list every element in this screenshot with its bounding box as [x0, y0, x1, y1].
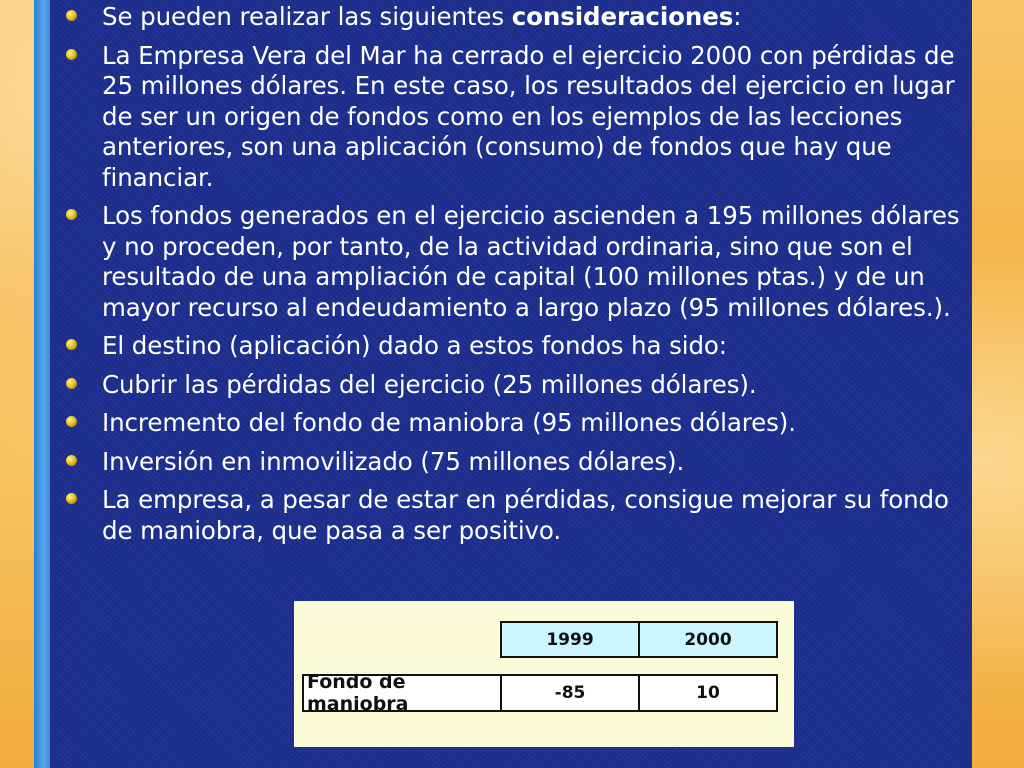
bullet-text-prefix: Se pueden realizar las siguientes — [102, 2, 512, 31]
table-header-2000: 2000 — [638, 621, 778, 658]
list-item — [50, 370, 960, 401]
bullet-dot-icon — [66, 209, 77, 220]
list-item — [50, 408, 960, 439]
left-accent-strip — [34, 0, 50, 768]
bullet-dot-icon — [66, 455, 77, 466]
table-header-1999: 1999 — [500, 621, 640, 658]
list-item — [50, 201, 960, 323]
table-cell-1999: -85 — [500, 674, 640, 712]
table-row-label: Fondo de maniobra — [302, 674, 502, 712]
working-capital-table — [294, 601, 794, 747]
bullet-dot-icon — [66, 493, 77, 504]
table-cell-2000: 10 — [638, 674, 778, 712]
bullet-dot-icon — [66, 378, 77, 389]
bullet-text: Cubrir las pérdidas del ejercicio (25 millones dólares). — [102, 369, 757, 399]
bullet-list — [50, 2, 960, 554]
bullet-text: La Empresa Vera del Mar ha cerrado el ejercicio 2000 con pérdidas de 25 millones dólares. En este caso, los resultados del ejercicio en lugar de ser un origen de fondos como en los ejemplos de las lecciones anteriores, son una aplicación (consumo) de fondos que hay que financiar. — [102, 40, 955, 192]
bullet-text: El destino (aplicación) dado a estos fondos ha sido: — [102, 331, 727, 360]
bullet-dot-icon — [66, 49, 77, 60]
bullet-dot-icon — [66, 416, 77, 427]
list-item — [50, 331, 960, 362]
list-item — [50, 2, 960, 33]
list-item — [50, 485, 960, 546]
list-item — [50, 447, 960, 478]
bullet-dot-icon — [66, 339, 77, 350]
bullet-text: La empresa, a pesar de estar en pérdidas, consigue mejorar su fondo de maniobra, que pasa a ser positivo. — [102, 485, 949, 545]
list-item — [50, 41, 960, 194]
bullet-text-strong: consideraciones — [511, 2, 734, 31]
bullet-dot-icon — [66, 10, 77, 21]
bullet-text: Los fondos generados en el ejercicio ascienden a 195 millones dólares y no proceden, por tanto, de la actividad ordinaria, sino que son el resultado de una ampliación de capital (100 millones ptas.) y de un mayor recurso al endeudamiento a largo plazo (95 millones dólares.). — [102, 201, 960, 322]
bullet-text: Incremento del fondo de maniobra (95 millones dólares). — [102, 408, 796, 437]
content-panel — [50, 0, 972, 768]
bullet-text-suffix: : — [733, 2, 742, 31]
bullet-text: Inversión en inmovilizado (75 millones dólares). — [102, 446, 685, 476]
